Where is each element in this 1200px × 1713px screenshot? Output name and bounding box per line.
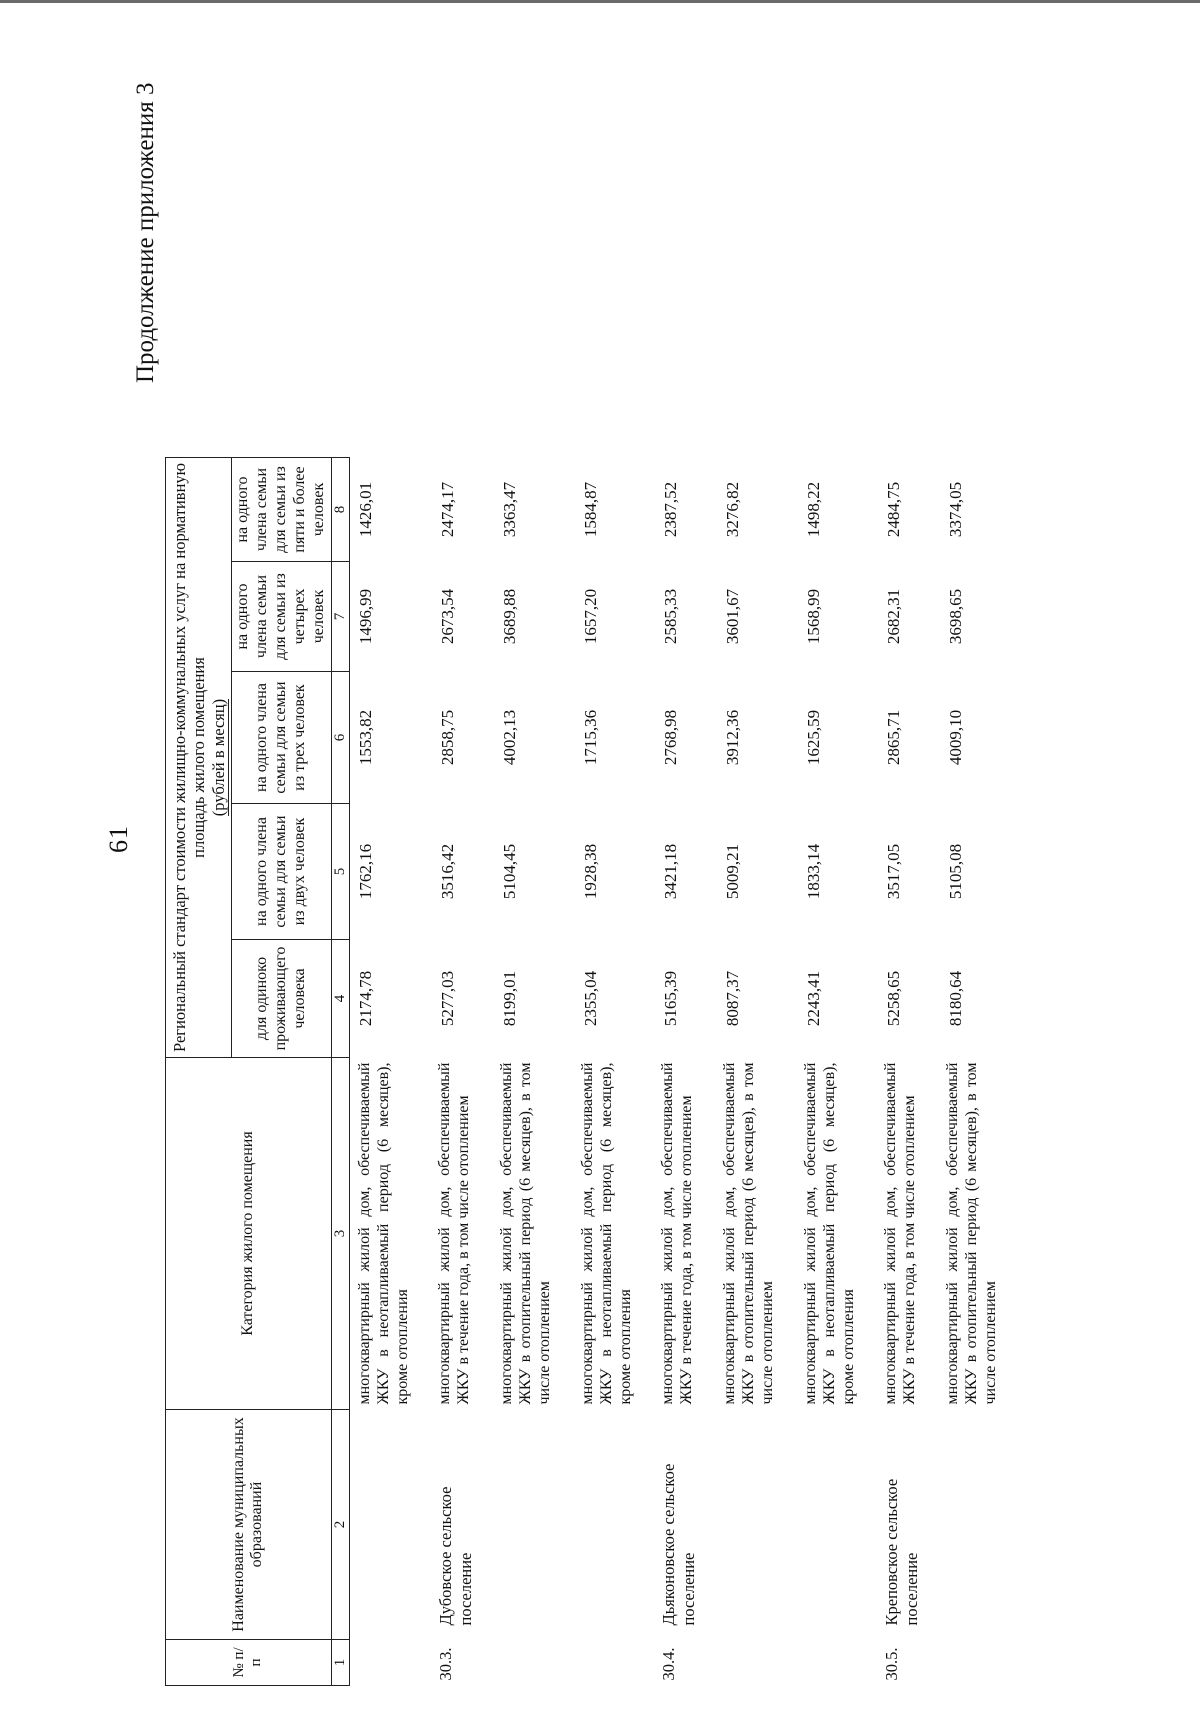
row-index (719, 1640, 800, 1686)
value-single-person: 5165,39 (661, 970, 681, 1027)
value-family-of-two: 1833,14 (803, 843, 823, 900)
table-header (166, 458, 350, 1686)
value-single-person: 8087,37 (723, 970, 743, 1027)
header-family-of-four: на одного члена семьи для семьи из четырех человек (232, 562, 331, 672)
housing-category: многоквартирный жилой дом, обеспечиваемый ЖКУ в неотапливаемый период (6 месяцев), кроме отопления (801, 1062, 857, 1405)
housing-category: многоквартирный жилой дом, обеспечиваемый ЖКУ в неотапливаемый период (6 месяцев), кроме отопления (578, 1062, 634, 1405)
value-family-of-five-plus: 1498,22 (803, 481, 823, 538)
value-family-of-four: 1568,99 (803, 588, 823, 645)
value-family-of-four: 3689,88 (500, 588, 520, 645)
row-index: 30.3. (436, 1647, 456, 1681)
value-family-of-five-plus: 3276,82 (723, 481, 743, 538)
value-family-of-three: 2865,71 (884, 709, 904, 766)
row-index (800, 1640, 881, 1686)
value-single-person: 8180,64 (946, 970, 966, 1027)
table-row (349, 458, 434, 1686)
municipality-name (719, 1410, 800, 1640)
value-family-of-five-plus: 1426,01 (355, 481, 375, 538)
value-family-of-two: 3517,05 (884, 843, 904, 900)
column-number-row (331, 458, 349, 1686)
housing-cost-standard-table (165, 457, 1023, 1686)
value-family-of-three: 1553,82 (355, 709, 375, 766)
column-number: 5 (331, 804, 349, 940)
value-family-of-four: 3698,65 (946, 588, 966, 645)
value-family-of-two: 5105,08 (946, 843, 966, 900)
value-family-of-two: 5104,45 (500, 843, 520, 900)
row-index: 30.5. (882, 1647, 902, 1681)
header-units: (рублей в месяц) (208, 698, 228, 817)
value-family-of-two: 1762,16 (355, 843, 375, 900)
value-family-of-four: 1657,20 (580, 588, 600, 645)
housing-category: многоквартирный жилой дом, обеспечиваемый ЖКУ в отопительный период (6 месяцев), в том числе отоплением (721, 1062, 776, 1405)
column-number: 2 (331, 1410, 349, 1640)
value-single-person: 5258,65 (884, 970, 904, 1027)
column-number: 4 (331, 940, 349, 1058)
header-index: № п/п (166, 1640, 332, 1686)
column-number: 1 (331, 1640, 349, 1686)
value-family-of-three: 2768,98 (661, 709, 681, 766)
header-category: Категория жилого помещения (166, 1058, 332, 1410)
row-index (577, 1640, 658, 1686)
housing-category: многоквартирный жилой дом, обеспечиваемый ЖКУ в течение года, в том числе отоплением (882, 1062, 919, 1405)
housing-category: многоквартирный жилой дом, обеспечиваемый ЖКУ в неотапливаемый период (6 месяцев), кроме отопления (355, 1062, 411, 1405)
table-row (800, 458, 881, 1686)
table-row (942, 458, 1023, 1686)
value-family-of-two: 1928,38 (580, 843, 600, 900)
header-regional-standard-title: Региональный стандарт стоимости жилищно-коммунальных услуг на нормативную площадь жилого помещения (170, 463, 209, 1052)
column-number: 8 (331, 458, 349, 562)
value-family-of-four: 2585,33 (661, 588, 681, 645)
municipality-name: Дубовское сельское поселение (436, 1486, 475, 1626)
housing-category: многоквартирный жилой дом, обеспечиваемый ЖКУ в отопительный период (6 месяцев), в том числе отоплением (944, 1062, 999, 1405)
value-family-of-four: 2673,54 (438, 588, 458, 645)
housing-category: многоквартирный жилой дом, обеспечиваемый ЖКУ в течение года, в том числе отоплением (436, 1062, 473, 1405)
value-single-person: 2243,41 (803, 970, 823, 1027)
municipality-name (496, 1410, 577, 1640)
column-number: 7 (331, 562, 349, 672)
value-family-of-two: 5009,21 (723, 843, 743, 900)
header-regional-standard (166, 458, 232, 1058)
header-single-person: для одиноко проживающего человека (232, 940, 331, 1058)
value-family-of-two: 3421,18 (661, 843, 681, 900)
value-family-of-three: 4002,13 (500, 709, 520, 766)
housing-category: многоквартирный жилой дом, обеспечиваемый ЖКУ в течение года, в том числе отоплением (659, 1062, 696, 1405)
header-family-of-five-plus: на одного члена семьи для семьи из пяти и более человек (232, 458, 331, 562)
value-family-of-five-plus: 3374,05 (946, 481, 966, 538)
row-index (349, 1640, 434, 1686)
table-row (719, 458, 800, 1686)
housing-category: многоквартирный жилой дом, обеспечиваемый ЖКУ в отопительный период (6 месяцев), в том числе отоплением (498, 1062, 553, 1405)
table-body (349, 458, 1023, 1686)
row-index (942, 1640, 1023, 1686)
value-family-of-five-plus: 2484,75 (884, 481, 904, 538)
table-row (657, 458, 719, 1686)
scan-edge-line (0, 0, 1200, 3)
value-single-person: 8199,01 (500, 970, 520, 1027)
value-single-person: 5277,03 (438, 970, 458, 1027)
value-family-of-three: 1715,36 (580, 709, 600, 766)
value-family-of-four: 1496,99 (355, 588, 375, 645)
row-index: 30.4. (659, 1647, 679, 1681)
value-family-of-four: 3601,67 (723, 588, 743, 645)
municipality-name (800, 1410, 881, 1640)
value-family-of-two: 3516,42 (438, 843, 458, 900)
page-number: 61 (104, 825, 133, 853)
value-family-of-five-plus: 3363,47 (500, 481, 520, 538)
table-row (434, 458, 496, 1686)
column-number: 3 (331, 1058, 349, 1410)
table-row (496, 458, 577, 1686)
header-family-of-two: на одного члена семьи для семьи из двух человек (232, 804, 331, 940)
value-family-of-three: 1625,59 (803, 709, 823, 766)
header-municipality: Наименование муниципальных образований (166, 1410, 332, 1640)
municipality-name: Дьяконовское сельское поселение (659, 1463, 698, 1626)
municipality-name (349, 1410, 434, 1640)
value-family-of-five-plus: 2387,52 (661, 481, 681, 538)
header-family-of-three: на одного члена семьи для семьи из трех человек (232, 672, 331, 804)
table-row (577, 458, 658, 1686)
value-family-of-three: 4009,10 (946, 709, 966, 766)
value-single-person: 2355,04 (580, 970, 600, 1027)
value-family-of-five-plus: 2474,17 (438, 481, 458, 538)
value-family-of-three: 2858,75 (438, 709, 458, 766)
value-single-person: 2174,78 (355, 970, 375, 1027)
value-family-of-three: 3912,36 (723, 709, 743, 766)
value-family-of-four: 2682,31 (884, 588, 904, 645)
municipality-name (942, 1410, 1023, 1640)
municipality-name: Креповское сельское поселение (882, 1478, 921, 1626)
table-row (880, 458, 942, 1686)
municipality-name (577, 1410, 658, 1640)
value-family-of-five-plus: 1584,87 (580, 481, 600, 538)
appendix-continuation-caption: Продолжение приложения 3 (132, 82, 159, 383)
column-number: 6 (331, 672, 349, 804)
row-index (496, 1640, 577, 1686)
